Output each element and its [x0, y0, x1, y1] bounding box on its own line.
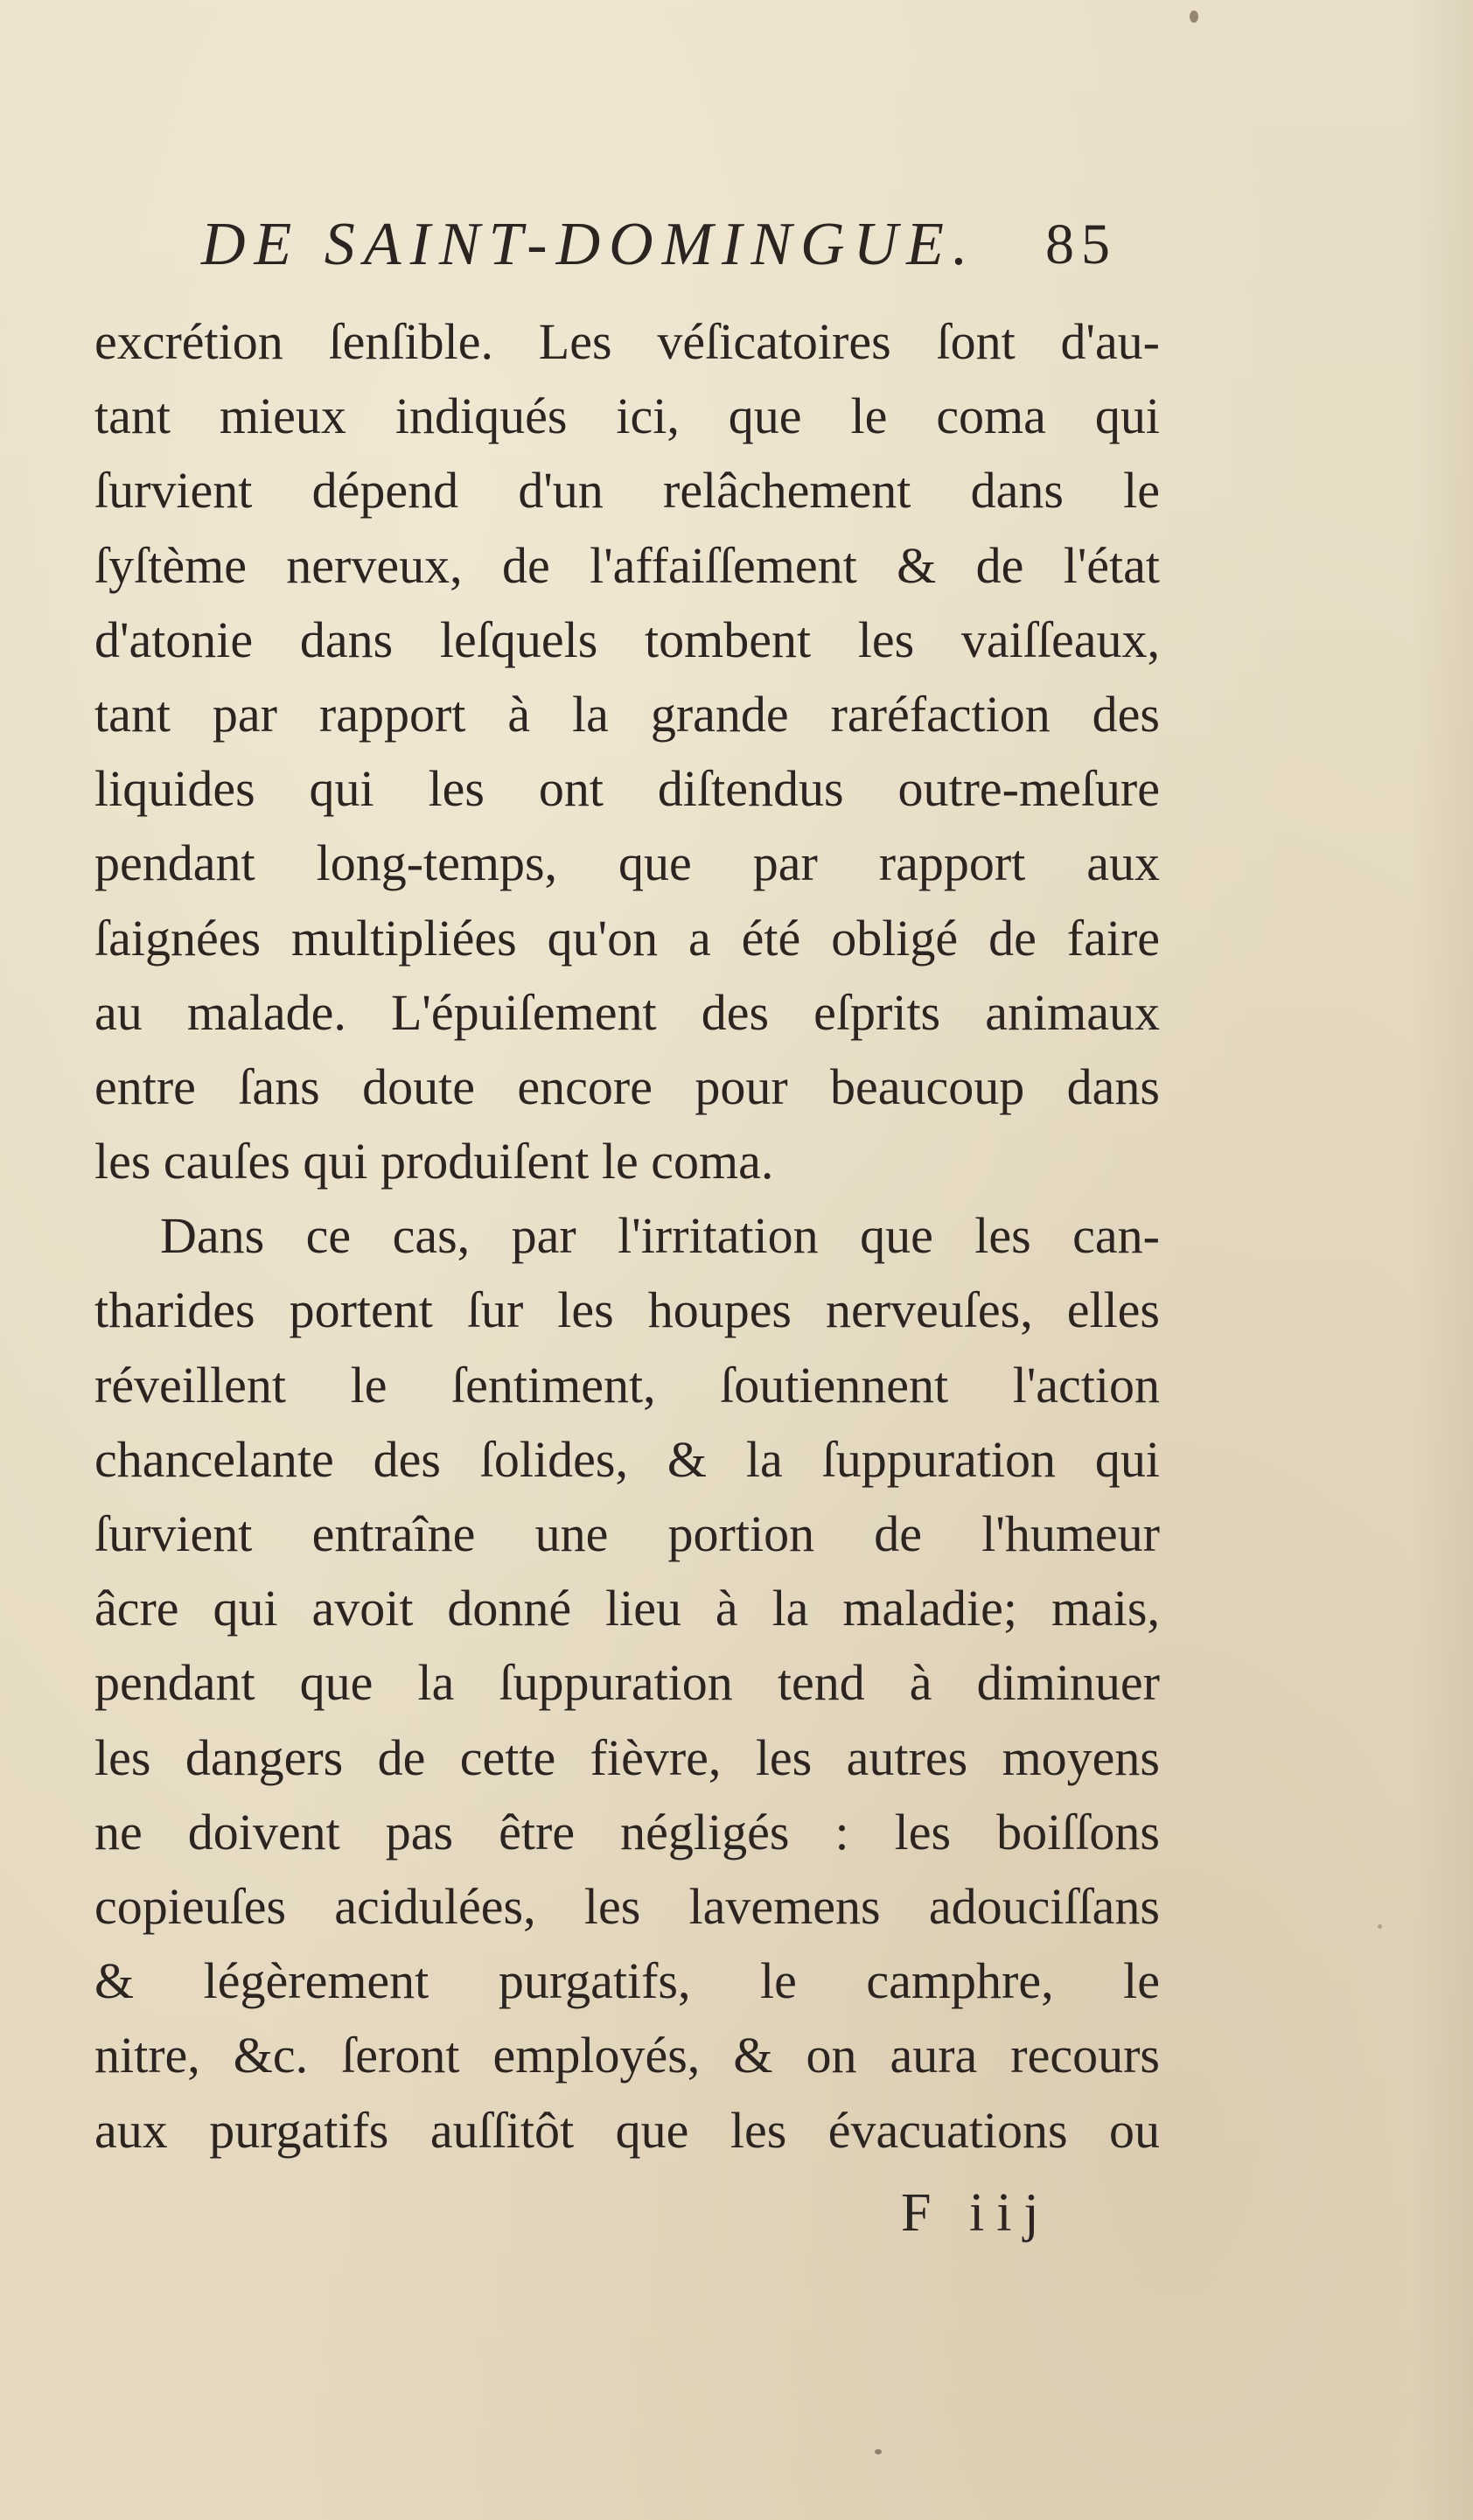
ink-speck: [1378, 1924, 1382, 1929]
page-number: 85: [1045, 213, 1117, 276]
ink-speck: [875, 2449, 882, 2454]
text-line: Dans ce cas, par l'irritation que les can-: [160, 1207, 1160, 1265]
text-line: aux purgatifs auſſitôt que les évacuations ou: [94, 2101, 1160, 2159]
signature-mark: F iij: [901, 2183, 1051, 2243]
text-line: pendant que la ſuppuration tend à diminuer: [94, 1654, 1160, 1712]
running-title: DE SAINT-DOMINGUE.: [201, 211, 977, 278]
paragraph-1: [94, 304, 1160, 1198]
text-line: réveillent le ſentiment, ſoutiennent l'action: [94, 1356, 1160, 1414]
text-line: ſyſtème nerveux, de l'affaiſſement & de l'état: [94, 536, 1160, 594]
text-line: nitre, &c. ſeront employés, & on aura recours: [94, 2027, 1160, 2084]
text-line: entre ſans doute encore pour beaucoup dans: [94, 1058, 1160, 1115]
paragraph-2: [94, 1198, 1160, 2167]
text-line: d'atonie dans leſquels tombent les vaiſſeaux,: [94, 611, 1160, 668]
text-line: au malade. L'épuiſement des eſprits animaux: [94, 983, 1160, 1041]
text-line: chancelante des ſolides, & la ſuppuration qui: [94, 1430, 1160, 1488]
text-line: les dangers de cette fièvre, les autres moyens: [94, 1728, 1160, 1786]
text-line: ſaignées multipliées qu'on a été obligé de faire: [94, 909, 1160, 967]
text-line: ſurvient entraîne une portion de l'humeur: [94, 1505, 1160, 1562]
text-line: liquides qui les ont diſtendus outre-meſure: [94, 760, 1160, 818]
text-line: ſurvient dépend d'un relâchement dans le: [94, 462, 1160, 520]
text-line: copieuſes acidulées, les lavemens adouciſſans: [94, 1877, 1160, 1935]
text-line: & légèrement purgatifs, le camphre, le: [94, 1952, 1160, 2010]
text-line: ne doivent pas être négligés : les boiſſons: [94, 1803, 1160, 1860]
text-line: tant par rapport à la grande raréfaction des: [94, 685, 1160, 743]
text-line: les cauſes qui produiſent le coma.: [94, 1133, 774, 1190]
ink-speck: [1190, 10, 1198, 23]
text-line: tant mieux indiqués ici, que le coma qui: [94, 387, 1160, 445]
body-text: [94, 304, 1160, 2167]
text-line: pendant long-temps, que par rapport aux: [94, 834, 1160, 892]
text-line: âcre qui avoit donné lieu à la maladie; mais,: [94, 1580, 1160, 1637]
text-line: tharides portent ſur les houpes nerveuſes, elles: [94, 1281, 1160, 1339]
text-line: excrétion ſenſible. Les véſicatoires ſont d'au-: [94, 313, 1160, 370]
